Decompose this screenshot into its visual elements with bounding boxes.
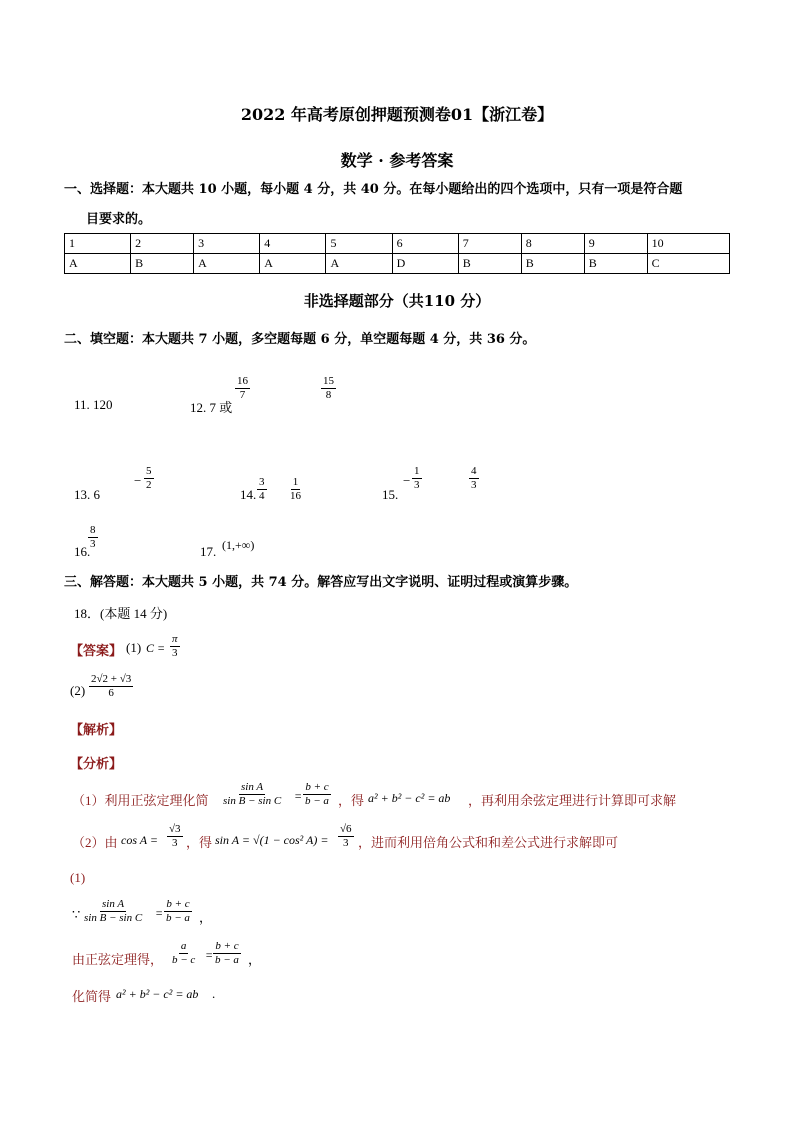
answer-tag: 【答案】 [70, 644, 123, 659]
table-cell: 10 [647, 234, 729, 254]
table-cell: 3 [194, 234, 260, 254]
table-cell: B [131, 254, 194, 274]
numerator: √3 [169, 823, 181, 835]
analysis1-fraction-1 [221, 781, 283, 808]
step3-formula: a² + b² − c² = ab [116, 987, 199, 1001]
numerator: √6 [340, 823, 352, 835]
table-cell: 7 [458, 234, 521, 254]
analysis2-fraction-1 [167, 823, 183, 850]
fenxi-tag: 【分析】 [70, 757, 123, 772]
analysis2-sin: sin A = √(1 − cos² A) = [215, 833, 329, 847]
numerator: 4 [471, 465, 477, 477]
q17-value: (1,+∞) [222, 538, 255, 552]
ans1-prefix: (1) [126, 640, 142, 655]
table-cell: B [521, 254, 584, 274]
denominator: 3 [343, 837, 349, 849]
ans1-lhs: C = [146, 641, 166, 655]
section1-header-line1: 一、选择题：本大题共 10 小题，每小题 4 分，共 40 分。在每小题给出的四个选项中，只有一项是符合题 [64, 182, 683, 197]
denominator: b − a [166, 912, 190, 924]
q15-fraction-1 [412, 465, 422, 492]
q17: 17. [200, 544, 217, 559]
numerator: b + c [166, 898, 190, 910]
nonchoice-title: 非选择题部分（共110 分） [303, 292, 491, 310]
table-cell: 8 [521, 234, 584, 254]
q12-fraction-1 [235, 375, 250, 402]
ans1-fraction [170, 633, 180, 660]
q13: 13. 6 [74, 487, 100, 502]
table-cell: D [392, 254, 458, 274]
numerator: π [172, 633, 178, 645]
q13-sign: − [134, 473, 142, 488]
because-symbol: ∵ [72, 907, 81, 922]
table-cell: C [647, 254, 729, 274]
analysis2-text-c: ，进而利用倍角公式和和差公式进行求解即可 [358, 835, 619, 850]
numerator: 16 [237, 375, 248, 387]
table-cell: 9 [584, 234, 647, 254]
q18-heading: 18．(本题 14 分) [74, 606, 168, 621]
q15-sign: − [403, 473, 411, 488]
analysis1-fraction-2 [303, 781, 331, 808]
ans2-fraction [89, 673, 133, 700]
section1-header-line2: 目要求的。 [86, 212, 152, 227]
denominator: 4 [259, 490, 265, 502]
denominator: 3 [172, 837, 178, 849]
table-cell: B [458, 254, 521, 274]
step2-fraction-1 [170, 940, 197, 967]
section2-header: 二、填空题：本大题共 7 小题，多空题每题 6 分，单空题每题 4 分，共 36 分。 [64, 332, 536, 347]
q14-fraction-2 [288, 476, 303, 503]
numerator: sin A [102, 898, 125, 910]
table-cell: 5 [326, 234, 392, 254]
answer-table [64, 233, 730, 274]
denominator: 16 [290, 490, 301, 502]
jiexi-tag: 【解析】 [70, 723, 123, 738]
table-cell: A [260, 254, 326, 274]
analysis1-text-b: ，得 [338, 793, 365, 808]
table-cell: B [584, 254, 647, 274]
q12: 12. 7 或 [190, 400, 233, 415]
analysis2-text-a: （2）由 [72, 835, 118, 850]
q14: 14. [240, 487, 257, 502]
denominator: 8 [325, 389, 332, 401]
analysis2-fraction-2 [338, 823, 354, 850]
part1-label: (1) [70, 870, 86, 885]
table-row-numbers [65, 234, 730, 254]
analysis1-text-c: ，再利用余弦定理进行计算即可求解 [468, 793, 677, 808]
numerator: a [180, 940, 187, 952]
numerator: 1 [414, 465, 420, 477]
step3-text: 化简得 [72, 989, 112, 1004]
denominator: 3 [172, 647, 178, 659]
page-title: 2022 年高考原创押题预测卷01【浙江卷】 [240, 105, 554, 124]
page-subtitle: 数学 · 参考答案 [340, 151, 454, 170]
denominator: b − a [305, 795, 329, 807]
analysis2-cos: cos A = [121, 833, 158, 847]
numerator: 8 [90, 524, 96, 536]
ans2-prefix: (2) [70, 683, 86, 698]
denominator: b − c [172, 954, 196, 966]
q16: 16. [74, 544, 91, 559]
denominator: 3 [414, 479, 420, 491]
table-cell: 6 [392, 234, 458, 254]
numerator: sin A [241, 781, 264, 793]
q15-fraction-2 [469, 465, 479, 492]
denominator: 2 [146, 479, 152, 491]
q13-fraction [144, 465, 154, 492]
q15: 15. [382, 487, 399, 502]
numerator: b + c [215, 940, 239, 952]
table-cell: 4 [260, 234, 326, 254]
step2-text: 由正弦定理得， [72, 952, 164, 967]
step1-end: ， [199, 910, 213, 925]
step2-equals: = [205, 948, 214, 962]
table-row-answers [65, 254, 730, 274]
q16-fraction [88, 524, 98, 551]
step1-fraction-2 [164, 898, 192, 925]
denominator: 7 [239, 389, 246, 401]
numerator: b + c [305, 781, 329, 793]
step3-end: . [212, 986, 216, 1001]
analysis2-text-b: ，得 [186, 835, 213, 850]
denominator: b − a [215, 954, 239, 966]
numerator: 15 [323, 375, 334, 387]
denominator: sin B − sin C [223, 795, 282, 807]
step2-fraction-2 [213, 940, 241, 967]
numerator: 1 [292, 476, 299, 488]
denominator: sin B − sin C [84, 912, 143, 924]
denominator: 3 [471, 479, 477, 491]
numerator: 5 [146, 465, 152, 477]
table-cell: A [194, 254, 260, 274]
step2-end: ， [248, 952, 262, 967]
step1-fraction-1 [82, 898, 144, 925]
table-cell: 2 [131, 234, 194, 254]
q14-fraction-1 [257, 476, 267, 503]
section3-header: 三、解答题：本大题共 5 小题，共 74 分。解答应写出文字说明、证明过程或演算步骤。 [64, 575, 578, 590]
analysis1-formula: a² + b² − c² = ab [368, 791, 451, 805]
step1-equals: = [155, 906, 164, 920]
analysis1-text-a: （1）利用正弦定理化简 [72, 793, 209, 808]
q11: 11. 120 [74, 397, 113, 412]
table-cell: 1 [65, 234, 131, 254]
numerator: 2√2 + √3 [91, 673, 132, 685]
denominator: 3 [90, 538, 96, 550]
table-cell: A [65, 254, 131, 274]
q12-fraction-2 [321, 375, 336, 402]
numerator: 3 [259, 476, 265, 488]
analysis1-equals: = [294, 789, 303, 803]
denominator: 6 [108, 687, 114, 699]
table-cell: A [326, 254, 392, 274]
